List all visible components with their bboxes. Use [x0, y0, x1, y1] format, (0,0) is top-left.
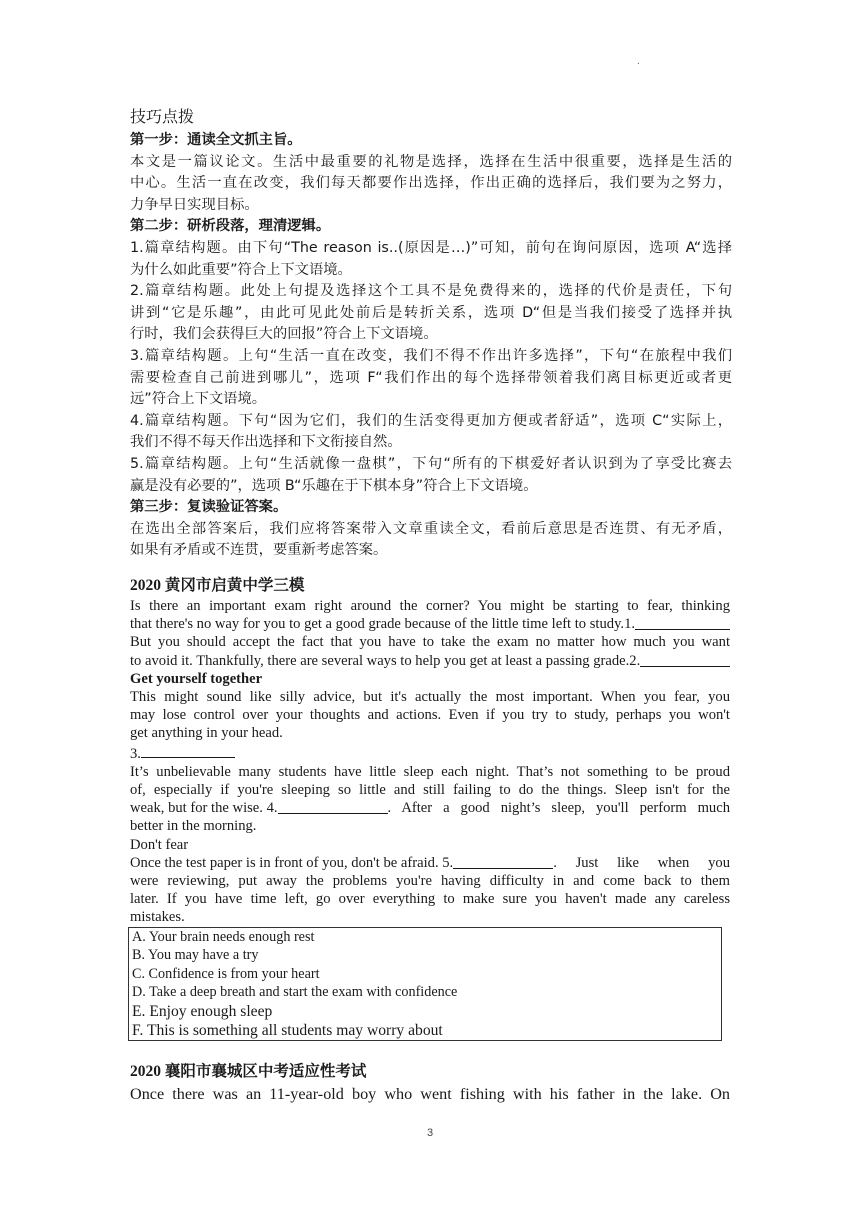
answer-blank-5 — [453, 854, 553, 869]
answer-blank-3 — [141, 743, 235, 758]
option-c: C. Confidence is from your heart — [132, 965, 320, 982]
text-line: 行时，我们会获得巨大的回报”符合上下文语境。 — [130, 326, 438, 343]
text-line: 1.篇章结构题。由下句“The reason is..(原因是…)”可知，前句在询问原因，选项 A“选择 — [130, 239, 732, 256]
passage-2 — [130, 1061, 730, 1105]
passage-2-heading: 2020 襄阳市襄城区中考适应性考试 — [130, 1063, 367, 1080]
text-line: 讲到“它是乐趣”，由此可见此处前后是转折关系，选项 D“但是当我们接受了选择并执 — [130, 304, 732, 321]
text-line: This might sound like silly advice, but it's actually the most important. When you fear, you — [130, 689, 730, 706]
text-line: Is there an important exam right around the corner? You might be starting to fear, thinking — [130, 598, 730, 614]
text-line: of, especially if you're sleeping so little and still failing to do the things. Sleep isn't for the — [130, 782, 730, 799]
passage-1-heading: 2020 黄冈市启黄中学三模 — [130, 577, 305, 594]
text-line: 需要检查自己前进到哪儿”，选项 F“我们作出的每个选择带领着我们离目标更近或者更 — [130, 369, 732, 386]
text-line: mistakes. — [130, 909, 185, 926]
options-box — [128, 927, 722, 1041]
tips-title: 技巧点拨 — [130, 107, 195, 126]
option-f: F. This is something all students may worry about — [132, 1022, 443, 1040]
text-line: may lose control over your thoughts and actions. Even if you try to study, perhaps you won't — [130, 707, 730, 724]
answer-blank-4 — [278, 799, 388, 814]
text-line: 我们不得不每天作出选择和下文衔接自然。 — [130, 434, 402, 451]
text-line: 力争早日实现目标。 — [130, 196, 259, 213]
text-line: later. If you have time left, go over everything to make sure you haven't made any careless — [130, 891, 730, 908]
text-line — [130, 799, 730, 817]
text-line: But you should accept the fact that you have to take the exam no matter how much you want — [130, 634, 730, 651]
option-b: B. You may have a try — [132, 947, 259, 964]
subheading-get-yourself-together: Get yourself together — [130, 670, 263, 687]
text-line: 中心。生活一直在改变，我们每天都要作出选择，作出正确的选择后，我们要为之努力， — [130, 175, 732, 192]
text-segment: to avoid it. Thankfully, there are several ways to help you get at least a passing grade.2. — [130, 652, 641, 669]
text-line — [130, 854, 730, 872]
answer-blank-1 — [635, 615, 730, 630]
option-d: D. Take a deep breath and start the exam with confidence — [132, 984, 458, 1001]
answer-blank-2 — [640, 652, 730, 667]
text-segment: . Just like when you — [553, 854, 730, 871]
text-line: 4.篇章结构题。下句“因为它们，我们的生活变得更加方便或者舒适”，选项 C“实际上， — [130, 412, 732, 429]
text-line — [130, 615, 730, 633]
text-line: get anything in your head. — [130, 725, 283, 742]
passage-1 — [130, 575, 730, 927]
text-segment: that there's no way for you to get a good grade because of the little time left to study.1. — [130, 616, 636, 633]
tips-section — [130, 104, 732, 562]
text-line: were reviewing, put away the problems you're having difficulty in and come back to them — [130, 873, 730, 890]
header-dot: . — [637, 56, 640, 67]
option-a: A. Your brain needs enough rest — [132, 929, 315, 945]
step2-heading: 第二步：研析段落，理清逻辑。 — [130, 218, 331, 235]
text-line: 为什么如此重要”符合上下文语境。 — [130, 261, 352, 278]
text-line: 5.篇章结构题。上句“生活就像一盘棋”，下句“所有的下棋爱好者认识到为了享受比赛去 — [130, 455, 732, 472]
text-segment: . After a good night’s sleep, you'll perform much — [387, 800, 730, 817]
text-line: 本文是一篇议论文。生活中最重要的礼物是选择，选择在生活中很重要，选择是生活的 — [130, 153, 732, 170]
text-line: 远”符合上下文语境。 — [130, 391, 267, 408]
question-number: 3. — [130, 745, 141, 762]
text-segment: Once the test paper is in front of you, don't be afraid. 5. — [130, 854, 454, 871]
option-e: E. Enjoy enough sleep — [132, 1002, 273, 1020]
text-line: better in the morning. — [130, 818, 257, 835]
text-line: 如果有矛盾或不连贯，要重新考虑答案。 — [130, 542, 388, 559]
text-line: Once there was an 11-year-old boy who went fishing with his father in the lake. On — [130, 1085, 730, 1103]
subheading-dont-fear: Don't fear — [130, 836, 189, 853]
text-line: It’s unbelievable many students have little sleep each night. That’s not something to be proud — [130, 763, 730, 780]
text-line: 在选出全部答案后，我们应将答案带入文章重读全文，看前后意思是否连贯、有无矛盾， — [130, 520, 732, 537]
text-line: 赢是没有必要的”，选项 B“乐趣在于下棋本身”符合上下文语境。 — [130, 477, 538, 494]
step3-heading: 第三步：复读验证答案。 — [130, 499, 288, 516]
page-number: 3 — [426, 1127, 434, 1139]
text-line — [130, 652, 730, 670]
text-segment: weak, but for the wise. 4. — [130, 800, 278, 817]
text-line: 2.篇章结构题。此处上句提及选择这个工具不是免费得来的，选择的代价是责任，下句 — [130, 283, 732, 300]
step1-heading: 第一步：通读全文抓主旨。 — [130, 132, 302, 148]
text-line: 3.篇章结构题。上句“生活一直在改变，我们不得不作出许多选择”，下句“在旅程中我们 — [130, 347, 732, 364]
text-line — [130, 743, 730, 763]
